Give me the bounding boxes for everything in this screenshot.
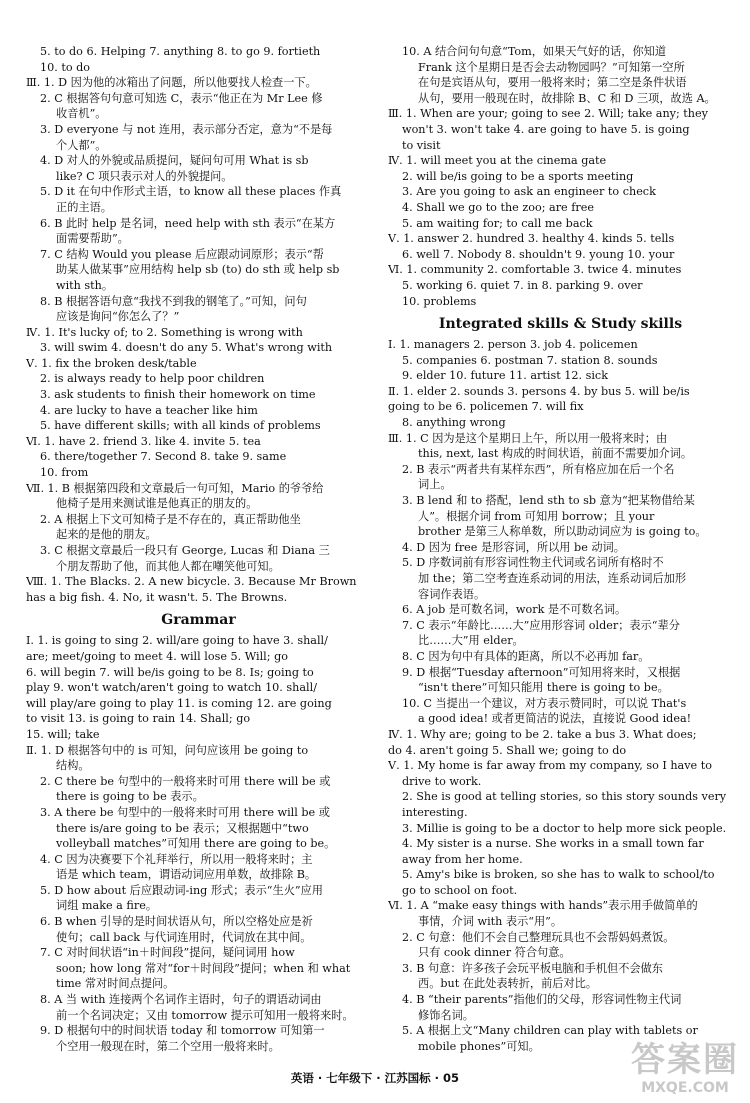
answer-line: 使句；call back 与代词连用时，代词放在其中间。 [56,930,312,944]
answer-line: 4. D 对人的外貌或品质提问，疑问句可用 What is sb [40,154,309,168]
answer-line: 西。but 在此处表转折，前后对比。 [418,977,598,991]
answer-line: 前一个名词决定；又由 tomorrow 提示可知用一般将来时。 [56,1008,354,1022]
answer-line: a good idea! 或者更简洁的说法，直接说 Good idea! [418,712,692,726]
answer-line: Ⅴ. 1. My home is far away from my company, so I have to [388,759,712,773]
answer-line: 10. from [40,466,89,480]
answer-line: Ⅳ. 1. Why are; going to be 2. take a bus 3. What does; [388,727,697,741]
answer-line: 10. to do [40,60,91,74]
answer-line: Ⅵ. 1. community 2. comfortable 3. twice 4. minutes [388,263,682,277]
answer-line: 3. B 句意：许多孩子会玩平板电脑和手机但不会做东 [402,961,663,975]
answer-line: 5. Amy's bike is broken, so she has to walk to school/to [402,868,715,882]
answer-line: 加 the；第二空考查连系动词的用法，连系动词后加形 [418,572,687,585]
answer-line: 他椅子是用来测试谁是他真正的朋友的。 [56,497,258,511]
answer-line: 收音机”。 [56,107,107,121]
answer-line: will play/are going to play 11. is coming 12. are going [26,696,332,710]
answer-line: Ⅵ. 1. A “make easy things with hands”表示用手做简单的 [388,899,698,913]
answer-line: 3. D everyone 与 not 连用，表示部分否定，意为“不是每 [40,122,333,136]
answer-line: like? C 项只表示对人的外貌提问。 [56,169,233,183]
answer-line: 8. anything wrong [402,416,506,430]
answer-line: 3. ask students to finish their homework on time [40,388,316,402]
answer-line: Ⅲ. 1. When are your; going to see 2. Will; take any; they [388,107,708,121]
answer-line: 结构。 [56,759,90,773]
answer-line: Ⅷ. 1. The Blacks. 2. A new bicycle. 3. Because Mr Brown [26,575,357,589]
answer-line: “isn't there”可知只能用 there is going to be。 [418,681,669,695]
answer-line: drive to work. [402,774,482,788]
answer-line: 4. are lucky to have a teacher like him [40,403,258,417]
answer-line: mobile phones”可知。 [418,1039,540,1053]
answer-line: Ⅴ. 1. fix the broken desk/table [26,356,197,370]
answer-line: 4. My sister is a nurse. She works in a small town far [402,837,704,851]
answer-line: 5. to do 6. Helping 7. anything 8. to go 9. fortieth [40,45,321,58]
answer-line: go to school on foot. [402,883,518,897]
answer-line: 面需要帮助”。 [56,232,129,246]
answer-line: 4. D 因为 free 是形容词，所以用 be 动词。 [402,540,625,554]
answer-line: Ⅴ. 1. answer 2. hundred 3. healthy 4. kinds 5. tells [388,232,675,246]
answer-line: time 常对时间点提问。 [56,977,175,991]
answer-line: 8. C 因为句中有具体的距离，所以不必再加 far。 [402,649,650,663]
answer-line: 5. companies 6. postman 7. station 8. sounds [402,353,658,367]
answer-line: there is going to be 表示。 [56,790,204,804]
answer-line: 人”。根据介词 from 可知用 borrow；且 your [418,509,655,523]
answer-line: 5. am waiting for; to call me back [402,216,593,230]
answer-line: 9. elder 10. future 11. artist 12. sick [402,369,608,383]
page-footer: 英语 · 七年级下 · 江苏国标 · 05 [290,1071,460,1085]
answer-line: 事情，介词 with 表示“用”。 [418,915,563,929]
answer-line: Ⅵ. 1. have 2. friend 3. like 4. invite 5. tea [26,434,261,448]
answer-line: 9. D 根据句中的时间状语 today 和 tomorrow 可知第一 [40,1024,325,1038]
answer-line: 应该是询问“你怎么了？” [56,310,180,324]
answer-line: 5. D 序数词前有形容词性物主代词或名词所有格时不 [402,556,664,570]
watermark-text: 答案圈 [631,1040,739,1080]
answer-line: Ⅳ. 1. It's lucky of; to 2. Something is wrong with [26,325,303,339]
answer-line: 2. A 根据上下文可知椅子是不存在的，真正帮助他坐 [40,512,301,526]
answer-line: 6. well 7. Nobody 8. shouldn't 9. young 10. your [402,247,675,261]
answer-line: 2. is always ready to help poor children [40,372,265,386]
answer-line: 在句是宾语从句，要用一般将来时；第二空是条件状语 [418,76,687,90]
answer-line: 只有 cook dinner 符合句意。 [418,946,571,960]
answer-line: 2. C there be 句型中的一般将来时可用 there will be 或 [40,774,331,788]
answer-line: Ⅱ. 1. elder 2. sounds 3. persons 4. by bus 5. will be/is [388,384,690,398]
answer-line: brother 是第三人称单数，所以助动词应为 is going to。 [418,525,707,539]
answer-line: 3. will swim 4. doesn't do any 5. What's wrong with [40,341,333,355]
answer-line: Ⅲ. 1. C 因为是这个星期日上午，所以用一般将来时；由 [388,431,668,445]
answer-line: 2. She is good at telling stories, so this story sounds very [402,790,727,804]
answer-line: 5. working 6. quiet 7. in 8. parking 9. over [402,278,643,292]
answer-line: play 9. won't watch/aren't going to watch 10. shall/ [26,681,317,695]
answer-line: 5. D it 在句中作形式主语，to know all these places 作真 [40,185,342,199]
answer-line: 助某人做某事”应用结构 help sb (to) do sth 或 help sb [56,263,340,277]
answer-line: soon; how long 常对“for＋时间段”提问；when 和 what [56,961,351,975]
answer-line: 2. C 根据答句句意可知选 C，表示“他正在为 Mr Lee 修 [40,91,323,105]
answer-line: 3. Are you going to ask an engineer to check [402,185,656,199]
answer-line: are; meet/going to meet 4. will lose 5. Will; go [26,649,288,663]
answer-line: 4. C 因为决赛要下个礼拜举行，所以用一般将来时；主 [40,852,313,866]
answer-line: 6. A job 是可数名词，work 是不可数名词。 [402,603,627,617]
answer-line: volleyball matches”可知用 there are going to be。 [56,837,336,851]
answer-line: 个朋友帮助了他，而其他人都在嘲笑他可知。 [56,559,280,573]
right-column [388,44,733,1054]
answer-line: 7. C 对时间状语“in＋时间段”提问，疑问词用 how [40,946,295,960]
answer-line: 2. B 表示“两者共有某样东西”，所有格应加在后一个名 [402,462,675,476]
watermark-logo [626,1040,744,1100]
left-column [26,44,371,1054]
answer-line: 5. D how about 后应跟动词-ing 形式；表示“生火”应用 [40,883,323,897]
answer-line: interesting. [402,805,468,819]
answer-line: 10. A 结合问句句意“Tom，如果天气好的话，你知道 [402,45,667,58]
answer-line: 7. C 结构 Would you please 后应跟动词原形；表示“帮 [40,247,324,261]
answer-line: 词上。 [418,478,452,492]
answer-line: 7. C 表示“年龄比……大”应用形容词 older；表示“辈分 [402,618,680,632]
answer-line: 3. A there be 句型中的一般将来时可用 there will be 或 [40,805,330,819]
answer-line: 10. problems [402,294,477,308]
answer-line: 8. A 当 with 连接两个名词作主语时，句子的谓语动词由 [40,993,322,1007]
answer-line: 从句，要用一般现在时，故排除 B、C 和 D 三项，故选 A。 [418,91,716,105]
answer-line: 10. C 当提出一个建议，对方表示赞同时，可以说 That's [402,696,687,710]
answer-line: 比……大”用 elder。 [418,634,524,648]
answer-line: Ⅲ. 1. D 因为他的冰箱出了问题，所以他要找人检查一下。 [26,76,317,90]
answer-line: 6. B when 引导的是时间状语从句，所以空格处应是祈 [40,915,313,929]
answer-line: 修饰名词。 [418,1008,474,1022]
answer-line: 语是 which team，谓语动词应用单数，故排除 B。 [56,868,317,882]
answer-line: 正的主语。 [56,200,112,214]
answer-line: 6. will begin 7. will be/is going to be 8. Is; going to [26,665,314,679]
answer-line: going to be 6. policemen 7. will fix [388,400,584,414]
answer-line: 15. will; take [26,727,100,741]
answer-line: 8. B 根据答语句意“我找不到我的钢笔了。”可知，问句 [40,294,307,308]
answer-line: 4. B “their parents”指他们的父母，形容词性物主代词 [402,993,682,1007]
answer-line: to visit 13. is going to rain 14. Shall; go [26,712,251,726]
answer-line: 词组 make a fire。 [56,899,158,913]
answer-line: away from her home. [402,852,523,866]
answer-line: 起来的是他的朋友。 [56,528,157,542]
answer-line: 6. there/together 7. Second 8. take 9. same [40,450,287,464]
answer-line: 2. will be/is going to be a sports meeting [402,169,634,183]
answer-line: 3. Millie is going to be a doctor to help more sick people. [402,821,727,835]
answer-line: Ⅱ. 1. D 根据答句中的 is 可知，问句应该用 be going to [26,743,309,757]
answer-line: 3. C 根据文章最后一段只有 George, Lucas 和 Diana 三 [40,544,330,557]
answer-line: 6. B 此时 help 是名词，need help with sth 表示“在某方 [40,216,336,230]
answer-line: 个空用一般现在时，第二个空用一般将来时。 [56,1039,280,1053]
answer-line: Ⅰ. 1. managers 2. person 3. job 4. policemen [388,338,638,352]
section-heading: Grammar [161,612,236,629]
answer-line: this, next, last 构成的时间状语，前面不需要加介词。 [418,447,693,461]
answer-line: to visit [402,138,441,152]
answer-line: Ⅶ. 1. B 根据第四段和文章最后一句可知，Mario 的爷爷给 [26,481,324,495]
answer-line: 3. B lend 和 to 搭配，lend sth to sb 意为“把某物借给某 [402,494,695,508]
answer-line: 2. C 句意：他们不会自己整理玩具也不会帮妈妈煮饭。 [402,930,675,944]
answer-line: 4. Shall we go to the zoo; are free [402,200,594,214]
answer-line: 5. have different skills; with all kinds of problems [40,419,321,433]
answer-line: 9. D 根据“Tuesday afternoon”可知用将来时，又根据 [402,665,681,679]
watermark-url: MXQE.COM [641,1080,729,1096]
answer-line: won't 3. won't take 4. are going to have 5. is going [402,122,690,136]
answer-line: Ⅰ. 1. is going to sing 2. will/are going to have 3. shall/ [26,634,328,648]
answer-line: there is/are going to be 表示；又根据题中“two [56,821,309,835]
answer-line: Ⅳ. 1. will meet you at the cinema gate [388,154,607,168]
section-heading: Integrated skills & Study skills [438,316,683,333]
answer-line: 5. A 根据上文“Many children can play with tablets or [402,1024,698,1038]
answer-line: Frank 这个星期日是否会去动物园吗？”可知第一空所 [418,60,685,74]
answer-line: has a big fish. 4. No, it wasn't. 5. The Browns. [26,590,288,604]
answer-line: 容词作表语。 [418,587,486,601]
answer-line: do 4. aren't going 5. Shall we; going to do [388,743,627,757]
answer-line: with sth。 [56,278,114,292]
answer-line: 个人都”。 [56,138,107,152]
